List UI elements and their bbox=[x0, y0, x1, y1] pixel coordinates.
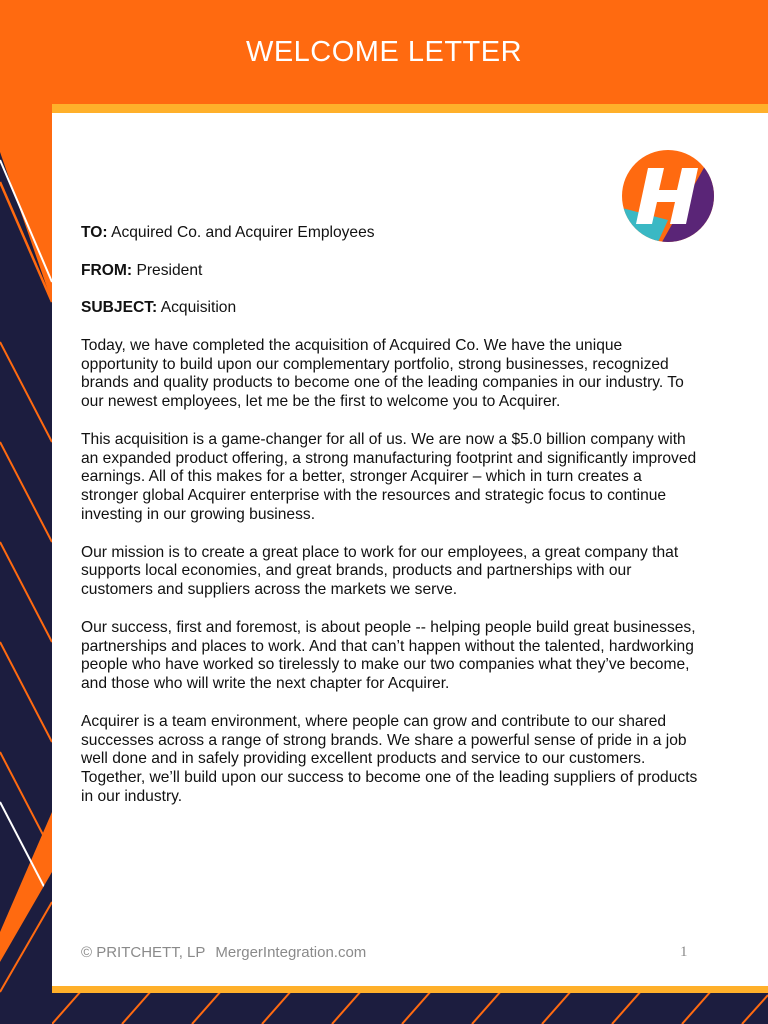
footer-credit bbox=[81, 944, 366, 961]
paragraph-1: Today, we have completed the acquisition of Acquired Co. We have the unique opportunity to build upon our complementary portfolio, strong businesses, recognized brands and quality products to become one of the leading companies in our industry. To our newest employees, let me be the first to welcome you to Acquirer. bbox=[81, 336, 684, 411]
bottom-decorative-strip bbox=[52, 990, 768, 1024]
website-text: MergerIntegration.com bbox=[215, 944, 367, 961]
memo-from: FROM: President bbox=[81, 261, 203, 279]
paragraph-5: Acquirer is a team environment, where people can grow and contribute to our shared successes across a range of strong brands. We share a powerful sense of pride in a job well done and in safely providing excellent products and service to our customers. Together, we’ll build upon our success to become one of the leading suppliers of products in our industry. bbox=[81, 712, 698, 805]
page-number: 1 bbox=[680, 944, 688, 960]
memo-to: TO: Acquired Co. and Acquirer Employees bbox=[81, 224, 375, 241]
page-title: WELCOME LETTER bbox=[245, 36, 523, 68]
header-banner bbox=[0, 0, 768, 112]
paragraph-2: This acquisition is a game-changer for all of us. We are now a $5.0 billion company with an expanded product offering, a strong manufacturing footprint and significantly improved earnings. All of this makes for a better, stronger Acquirer – which in turn creates a stronger global Acquirer enterprise with the resources and strategic focus to continue investing in our growing business. bbox=[81, 430, 697, 523]
letter-body bbox=[81, 224, 701, 826]
left-stripes-graphic bbox=[0, 112, 52, 1024]
bottom-stripes-graphic bbox=[52, 990, 768, 1024]
left-decorative-strip bbox=[0, 112, 52, 1024]
paragraph-4: Our success, first and foremost, is about people -- helping people build great businesses, partnerships and places to work. And that can’t happen without the talented, hardworking people who have worked so tirelessly to make our two companies what they’ve become, and those who will write the next chapter for Acquirer. bbox=[81, 618, 696, 693]
copyright-text: © PRITCHETT, LP bbox=[81, 944, 206, 961]
paragraph-3: Our mission is to create a great place to work for our employees, a great company that supports local economies, and great brands, products and partnerships with our customers and suppliers across the markets we serve. bbox=[81, 543, 679, 599]
memo-subject: SUBJECT: Acquisition bbox=[81, 299, 237, 317]
bottom-gold-rule bbox=[52, 986, 768, 993]
top-gold-rule bbox=[52, 104, 768, 113]
